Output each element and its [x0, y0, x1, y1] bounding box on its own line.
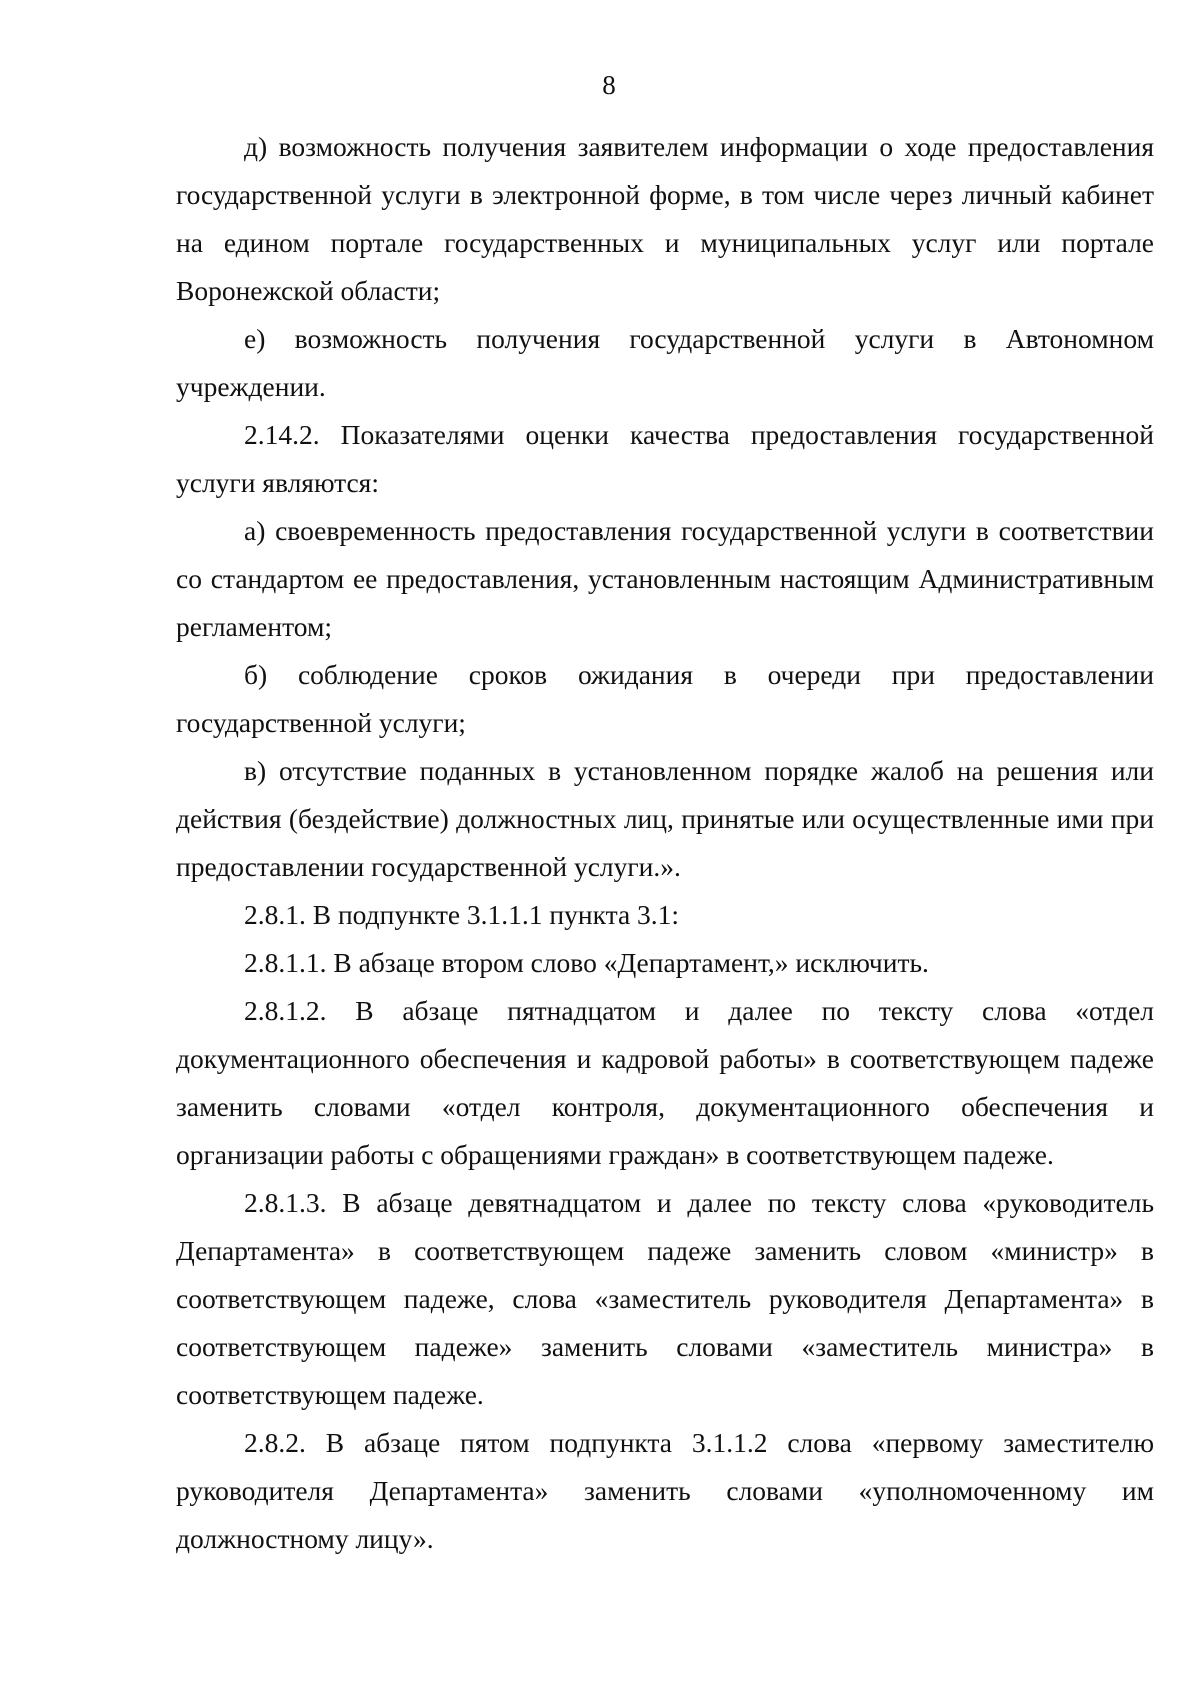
- paragraph-item-e: е) возможность получения государственной услуги в Автономном учреждении.: [176, 323, 1154, 402]
- paragraph-2-8-1-1: 2.8.1.1. В абзаце втором слово «Департамент,» исключить.: [244, 947, 929, 978]
- paragraph-item-d: д) возможность получения заявителем информации о ходе предоставления государственной услуги в электронной форме, в том числе через личный кабинет на едином портале государственных и муниципальных услуг или портале Воронежской области;: [176, 131, 1154, 306]
- page-number: 8: [602, 70, 616, 100]
- paragraph-item-b: б) соблюдение сроков ожидания в очереди при предоставлении государственной услуги;: [176, 659, 1154, 738]
- document-body: [176, 123, 1154, 1563]
- paragraph-item-a: а) своевременность предоставления государственной услуги в соответствии со стандартом ее предоставления, установленным настоящим Административным регламентом;: [176, 515, 1154, 642]
- paragraph-item-v: в) отсутствие поданных в установленном порядке жалоб на решения или действия (бездействие) должностных лиц, принятые или осуществленные ими при предоставлении государственной услуги.».: [176, 755, 1154, 882]
- paragraph-2-14-2: 2.14.2. Показателями оценки качества предоставления государственной услуги являются:: [176, 419, 1154, 498]
- paragraph-2-8-1-2: 2.8.1.2. В абзаце пятнадцатом и далее по тексту слова «отдел документационного обеспечения и кадровой работы» в соответствующем падеже заменить словами «отдел контроля, документационного обеспечения и организации работы с обращениями граждан» в соответствующем падеже.: [176, 995, 1154, 1170]
- paragraph-2-8-2: 2.8.2. В абзаце пятом подпункта 3.1.1.2 слова «первому заместителю руководителя Департамента» заменить словами «уполномоченному им должностному лицу».: [176, 1427, 1154, 1554]
- paragraph-2-8-1: 2.8.1. В подпункте 3.1.1.1 пункта 3.1:: [244, 899, 680, 930]
- paragraph-2-8-1-3: 2.8.1.3. В абзаце девятнадцатом и далее по тексту слова «руководитель Департамента» в соответствующем падеже заменить словом «министр» в соответствующем падеже, слова «заместитель руководителя Департамента» в соответствующем падеже» заменить словами «заместитель министра» в соответствующем падеже.: [176, 1187, 1154, 1410]
